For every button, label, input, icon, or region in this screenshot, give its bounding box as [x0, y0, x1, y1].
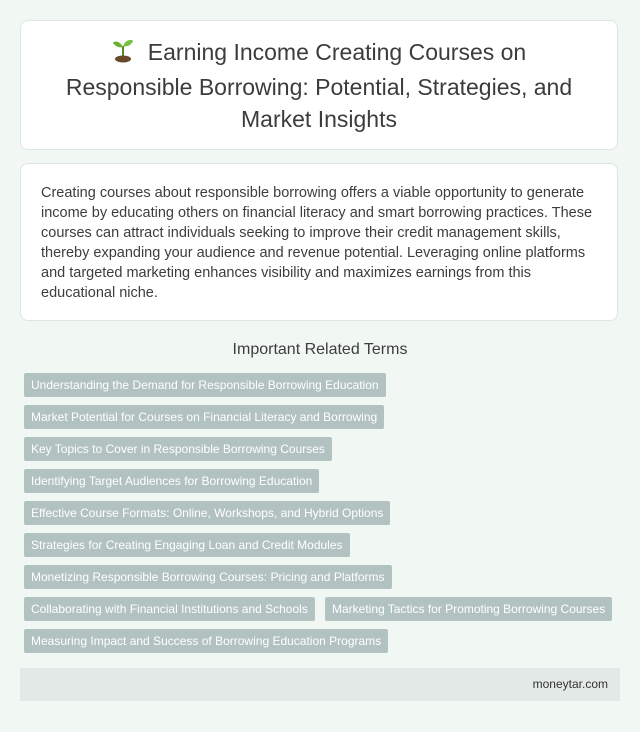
related-term-tag[interactable]: Marketing Tactics for Promoting Borrowing Courses — [325, 597, 612, 621]
related-term-tag[interactable]: Strategies for Creating Engaging Loan and Credit Modules — [24, 533, 350, 557]
related-term-tag[interactable]: Monetizing Responsible Borrowing Courses: Pricing and Platforms — [24, 565, 392, 589]
related-term-tag[interactable]: Understanding the Demand for Responsible Borrowing Education — [24, 373, 386, 397]
related-term-tag[interactable]: Identifying Target Audiences for Borrowing Education — [24, 469, 319, 493]
related-terms-heading: Important Related Terms — [232, 341, 408, 358]
related-term-tag[interactable]: Collaborating with Financial Institutions and Schools — [24, 597, 315, 621]
footer-site-link[interactable]: moneytar.com — [532, 677, 608, 691]
related-term-tag[interactable]: Market Potential for Courses on Financial Literacy and Borrowing — [24, 405, 384, 429]
related-term-tag[interactable]: Effective Course Formats: Online, Workshops, and Hybrid Options — [24, 501, 390, 525]
sprout-icon — [112, 37, 134, 71]
title-card — [20, 20, 618, 150]
title-text: Earning Income Creating Courses on Responsible Borrowing: Potential, Strategies, and Market Insights — [65, 38, 573, 132]
intro-text: Creating courses about responsible borrowing offers a viable opportunity to generate income by educating others on financial literacy and smart borrowing practices. These courses can attract individuals seeking to improve their credit management skills, thereby expanding your audience and revenue potential. Leveraging online platforms and targeted marketing enhances visibility and maximizes earnings from this educational niche. — [41, 185, 593, 301]
footer — [20, 668, 620, 701]
related-term-tag[interactable]: Measuring Impact and Success of Borrowing Education Programs — [24, 629, 388, 653]
page-title — [51, 36, 587, 135]
intro-card — [20, 163, 618, 321]
related-term-tag[interactable]: Key Topics to Cover in Responsible Borrowing Courses — [24, 437, 332, 461]
